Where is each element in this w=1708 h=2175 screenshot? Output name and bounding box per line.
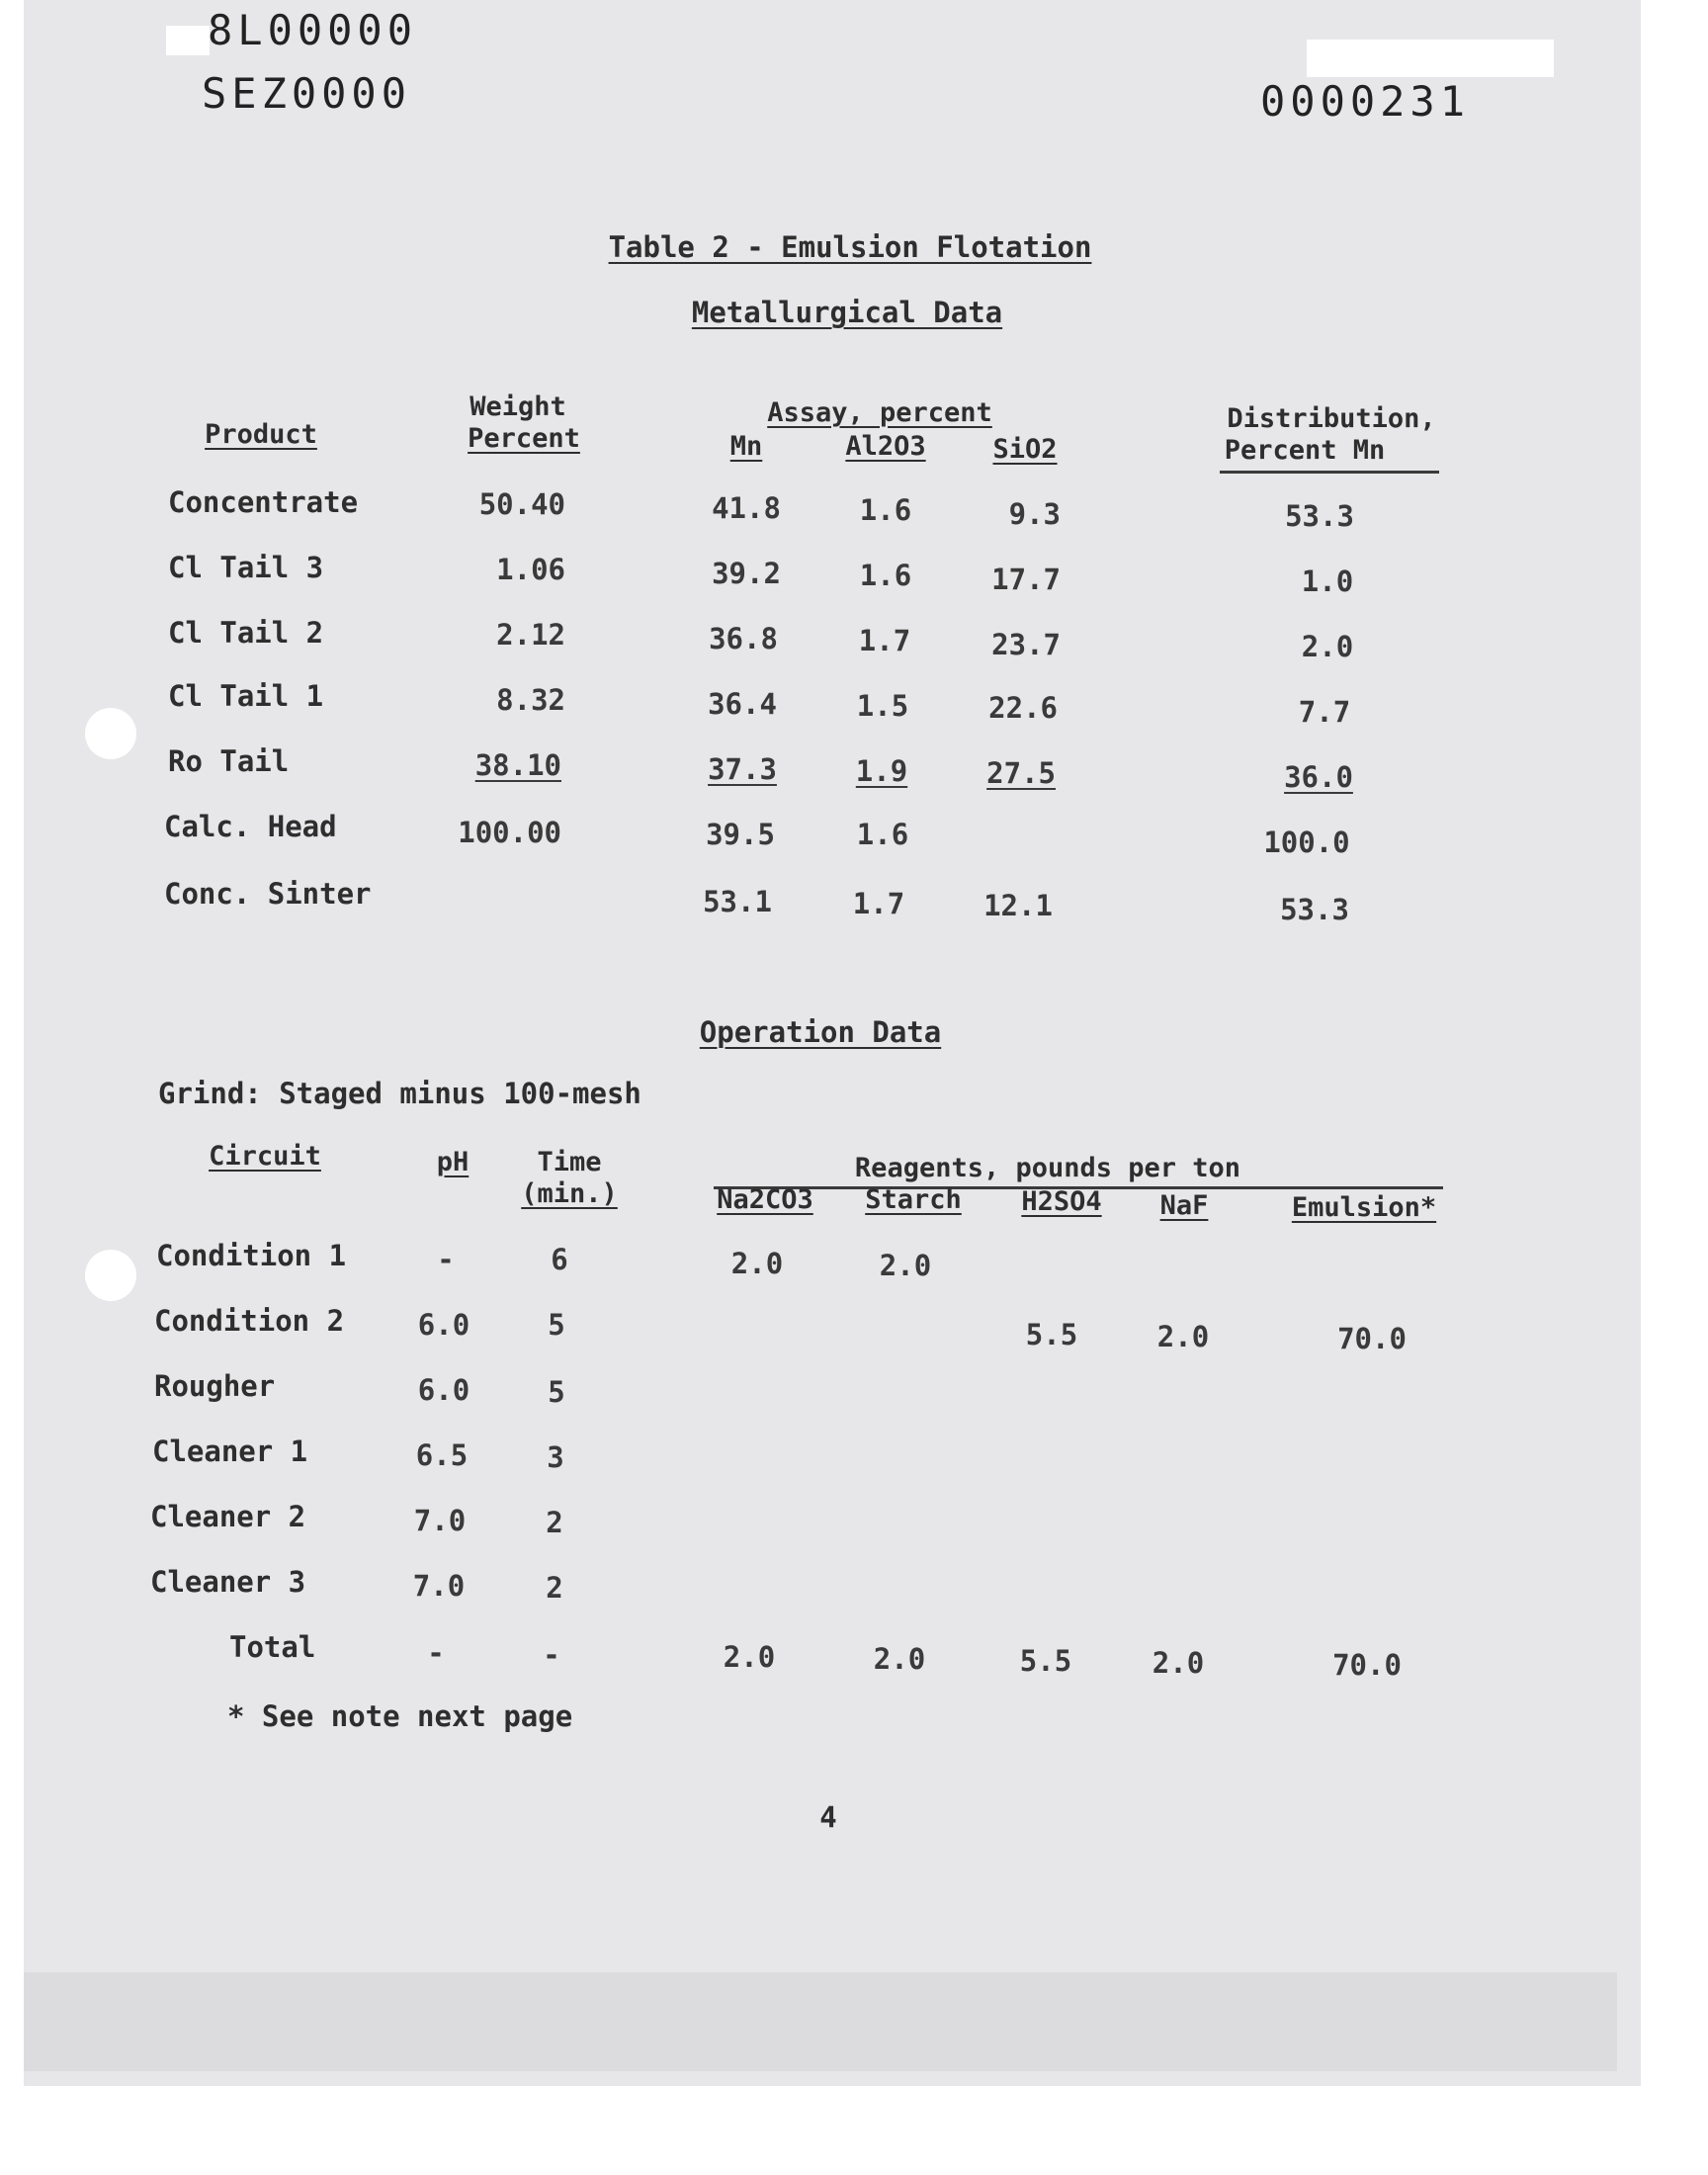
col-sio2: SiO2: [992, 434, 1058, 465]
col-mn: Mn: [729, 431, 763, 462]
ph-cell: -: [437, 1243, 455, 1276]
starch-cell: 2.0: [879, 1249, 932, 1282]
col-reagents: Reagents, pounds per ton: [854, 1153, 1241, 1183]
weight-cell: 38.10: [474, 748, 561, 782]
weight-cell: 2.12: [496, 618, 565, 652]
col-distribution-line1: Distribution,: [1227, 403, 1436, 434]
distribution-cell: 53.3: [1280, 893, 1349, 926]
distribution-cell: 53.3: [1285, 499, 1354, 533]
na2co3-cell: 2.0: [730, 1247, 784, 1280]
col-assay: Assay, percent: [767, 397, 992, 428]
ph-cell: 6.0: [417, 1373, 470, 1407]
mn-cell: 36.8: [709, 622, 778, 655]
al2o3-cell: 1.6: [859, 493, 912, 527]
circuit-cell: Cleaner 1: [152, 1435, 308, 1468]
circuit-cell: Cleaner 3: [150, 1565, 306, 1599]
circuit-cell: Rougher: [154, 1369, 276, 1403]
distribution-cell: 36.0: [1284, 760, 1353, 794]
total-naf-cell: 2.0: [1152, 1646, 1205, 1680]
ph-cell: 7.0: [412, 1569, 466, 1603]
col-circuit: Circuit: [209, 1141, 321, 1172]
sio2-cell: 27.5: [986, 756, 1056, 790]
sio2-cell: 23.7: [991, 628, 1061, 661]
grind-line: Grind: Staged minus 100-mesh: [158, 1077, 641, 1110]
col-ph: pH: [436, 1147, 470, 1177]
stamp-top-left-1: 8L00000: [208, 6, 418, 54]
operation-heading: Operation Data: [699, 1015, 942, 1049]
total-ph-cell: -: [427, 1636, 445, 1670]
product-cell: Conc. Sinter: [164, 877, 372, 911]
total-starch-cell: 2.0: [873, 1642, 926, 1676]
col-h2so4: H2SO4: [1021, 1186, 1102, 1217]
circuit-cell: Condition 2: [154, 1304, 345, 1338]
col-naf: NaF: [1159, 1190, 1209, 1221]
al2o3-cell: 1.7: [852, 887, 905, 920]
al2o3-cell: 1.5: [856, 689, 909, 723]
total-h2so4-cell: 5.5: [1019, 1644, 1072, 1678]
sio2-cell: 9.3: [1008, 497, 1061, 531]
naf-cell: 2.0: [1156, 1320, 1210, 1353]
circuit-cell: Condition 1: [156, 1239, 347, 1272]
h2so4-cell: 5.5: [1025, 1318, 1078, 1351]
redaction-mark: [166, 26, 210, 55]
time-cell: 5: [548, 1308, 565, 1342]
stamp-top-left-2: SEZ0000: [202, 69, 412, 118]
mn-cell: 37.3: [708, 752, 777, 786]
weight-cell: 1.06: [496, 553, 565, 586]
mn-cell: 41.8: [712, 491, 781, 525]
punch-hole: [85, 1250, 136, 1301]
time-cell: 3: [547, 1440, 564, 1474]
weight-cell: 100.00: [458, 816, 561, 849]
product-cell: Calc. Head: [164, 810, 337, 843]
col-time-line1: Time: [537, 1147, 602, 1177]
col-distribution-line2: Percent Mn: [1224, 435, 1386, 466]
metallurgical-heading: Metallurgical Data: [691, 296, 1003, 329]
product-cell: Cl Tail 3: [168, 551, 324, 584]
distribution-cell: 1.0: [1301, 565, 1354, 598]
redaction-mark: [1307, 40, 1554, 77]
emulsion-cell: 70.0: [1337, 1322, 1407, 1355]
mn-cell: 53.1: [703, 885, 772, 918]
al2o3-cell: 1.6: [856, 818, 909, 851]
al2o3-cell: 1.7: [858, 624, 911, 657]
total-na2co3-cell: 2.0: [723, 1640, 776, 1674]
distribution-cell: 7.7: [1298, 695, 1351, 729]
sheet-bottom-shadow: [24, 1972, 1617, 2071]
col-emulsion: Emulsion*: [1291, 1192, 1437, 1223]
col-weight-line2: Percent: [468, 423, 580, 454]
al2o3-cell: 1.6: [859, 559, 912, 592]
mn-cell: 39.2: [712, 557, 781, 590]
col-product: Product: [205, 419, 317, 450]
page-number: 4: [819, 1800, 837, 1834]
product-cell: Ro Tail: [168, 744, 290, 778]
col-starch: Starch: [865, 1184, 962, 1215]
time-cell: 2: [546, 1506, 563, 1539]
product-cell: Cl Tail 2: [168, 616, 324, 650]
col-time-line2: (min.): [521, 1178, 618, 1209]
time-cell: 2: [546, 1571, 563, 1605]
punch-hole: [85, 708, 136, 759]
distribution-cell: 100.0: [1263, 826, 1350, 859]
al2o3-cell: 1.9: [855, 754, 908, 788]
time-cell: 6: [551, 1243, 568, 1276]
distribution-header-rule: [1220, 471, 1439, 474]
stamp-top-right: 0000231: [1260, 77, 1471, 126]
product-cell: Concentrate: [168, 485, 359, 519]
col-al2o3: Al2O3: [845, 431, 926, 462]
total-emulsion-cell: 70.0: [1332, 1648, 1402, 1682]
total-time-cell: -: [543, 1638, 560, 1672]
sio2-cell: 17.7: [991, 563, 1061, 596]
ph-cell: 6.0: [417, 1308, 470, 1342]
ph-cell: 7.0: [413, 1504, 467, 1537]
circuit-cell: Cleaner 2: [150, 1500, 306, 1533]
col-weight-line1: Weight: [470, 392, 566, 422]
weight-cell: 8.32: [496, 683, 565, 717]
total-label: Total: [229, 1630, 316, 1664]
mn-cell: 39.5: [706, 818, 775, 851]
weight-cell: 50.40: [478, 487, 565, 521]
product-cell: Cl Tail 1: [168, 679, 324, 713]
col-na2co3: Na2CO3: [717, 1184, 813, 1215]
distribution-cell: 2.0: [1301, 630, 1354, 663]
sio2-cell: 22.6: [988, 691, 1058, 725]
footnote: * See note next page: [227, 1699, 573, 1733]
mn-cell: 36.4: [708, 687, 777, 721]
sio2-cell: 12.1: [983, 889, 1053, 922]
table-title: Table 2 - Emulsion Flotation: [608, 230, 1092, 264]
ph-cell: 6.5: [415, 1438, 469, 1472]
time-cell: 5: [548, 1375, 565, 1409]
